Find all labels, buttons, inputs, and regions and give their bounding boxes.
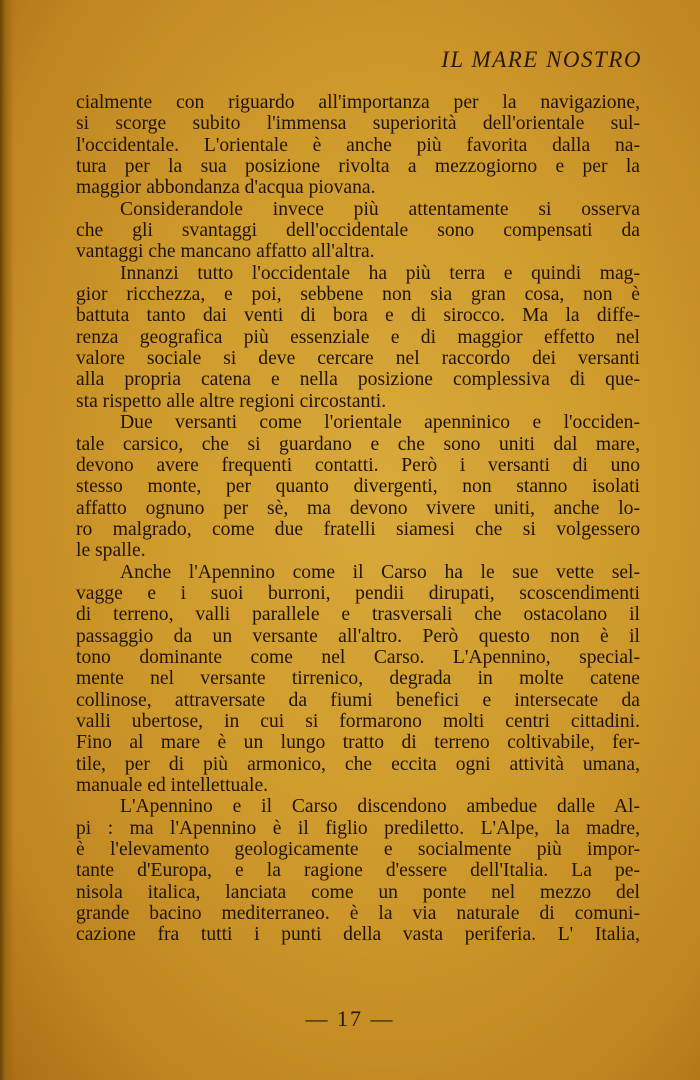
text-line: Due versanti come l'orientale apenninico e l'occiden-: [120, 412, 640, 434]
text-line: si scorge subito l'immensa superiorità dell'orientale sul-: [76, 113, 640, 135]
page-edge-shadow: [0, 0, 14, 1080]
text-line: Considerandole invece più attentamente si osserva: [120, 198, 640, 220]
text-line: sta rispetto alle altre regioni circostanti.: [76, 390, 387, 412]
text-line: maggior abbondanza d'acqua piovana.: [76, 177, 376, 199]
text-line: battuta tanto dai venti di bora e di sirocco. Ma la diffe-: [76, 305, 640, 327]
text-line: renza geografica più essenziale e di maggior effetto nel: [76, 326, 640, 348]
text-line: le spalle.: [76, 540, 146, 562]
text-line: vantaggi che mancano affatto all'altra.: [76, 241, 375, 263]
text-line: collinose, attraversate da fiumi benefici e intersecate da: [76, 689, 640, 711]
text-line: pi : ma l'Apennino è il figlio prediletto. L'Alpe, la madre,: [76, 817, 640, 839]
running-head: IL MARE NOSTRO: [441, 47, 642, 72]
text-line: grande bacino mediterraneo. è la via naturale di comuni-: [76, 903, 640, 925]
text-line: tale carsico, che si guardano e che sono uniti dal mare,: [76, 433, 640, 455]
text-line: passaggio da un versante all'altro. Però questo non è il: [76, 625, 640, 647]
text-line: è l'elevamento geologicamente e socialmente più impor-: [76, 839, 640, 861]
text-line: valore sociale si deve cercare nel raccordo dei versanti: [76, 348, 640, 370]
text-line: Anche l'Apennino come il Carso ha le sue vette sel-: [120, 561, 640, 583]
text-line: Innanzi tutto l'occidentale ha più terra e quindi mag-: [120, 262, 640, 284]
text-line: tile, per di più armonico, che eccita ogni attività umana,: [76, 753, 640, 775]
text-line: tono dominante come nel Carso. L'Apennino, special-: [76, 646, 640, 668]
text-line: vagge e i suoi burroni, pendii dirupati, scoscendimenti: [76, 582, 640, 604]
text-line: cazione fra tutti i punti della vasta periferia. L' Italia,: [76, 924, 640, 946]
text-line: mente nel versante tirrenico, degrada in molte catene: [76, 668, 640, 690]
text-line: Fino al mare è un lungo tratto di terreno coltivabile, fer-: [76, 732, 640, 754]
text-line: ro malgrado, come due fratelli siamesi che si volgessero: [76, 518, 640, 540]
text-line: devono avere frequenti contatti. Però i versanti di uno: [76, 454, 640, 476]
text-line: stesso monte, per quanto divergenti, non stanno isolati: [76, 476, 640, 498]
text-line: l'occidentale. L'orientale è anche più favorita dalla na-: [76, 134, 640, 156]
text-line: gior ricchezza, e poi, sebbene non sia gran cosa, non è: [76, 284, 640, 306]
text-line: nisola italica, lanciata come un ponte nel mezzo del: [76, 881, 640, 903]
text-line: L'Apennino e il Carso discendono ambedue dalle Al-: [120, 796, 640, 818]
text-line: cialmente con riguardo all'importanza per la navigazione,: [76, 92, 640, 113]
text-line: tura per la sua posizione rivolta a mezzogiorno e per la: [76, 156, 640, 178]
text-line: alla propria catena e nella posizione complessiva di que-: [76, 369, 640, 391]
body-text: [76, 92, 640, 946]
text-line: manuale ed intellettuale.: [76, 775, 269, 796]
text-line: che gli svantaggi dell'occidentale sono compensati da: [76, 220, 640, 242]
text-line: tante d'Europa, e la ragione d'essere dell'Italia. La pe-: [76, 860, 640, 882]
text-line: affatto ognuno per sè, ma devono vivere uniti, anche lo-: [76, 497, 640, 519]
page-number: — 17 —: [305, 1006, 395, 1031]
text-line: di terreno, valli parallele e trasversali che ostacolano il: [76, 604, 640, 626]
text-line: valli ubertose, in cui si formarono molti centri cittadini.: [76, 710, 640, 732]
